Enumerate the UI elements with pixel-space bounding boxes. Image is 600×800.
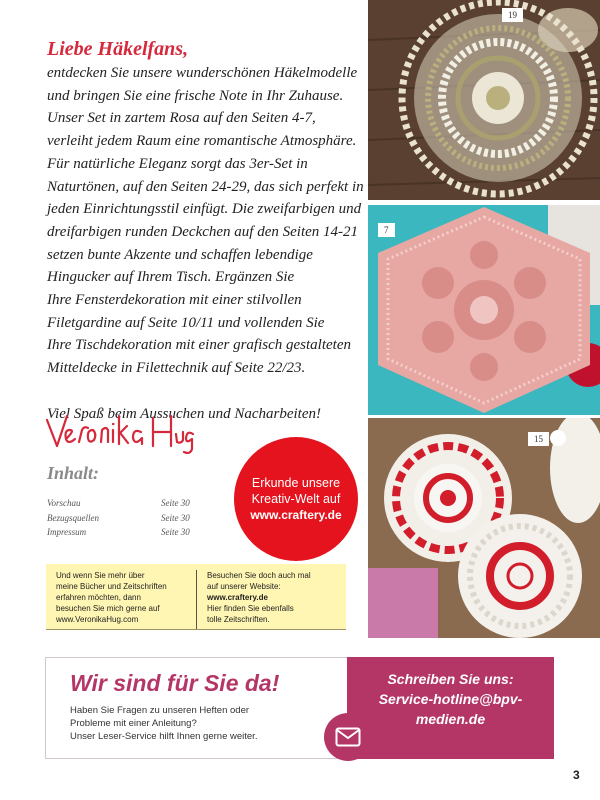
toc-row <box>47 525 207 540</box>
intro-text-line: Für natürliche Eleganz sorgt das 3er-Set in <box>47 155 308 172</box>
info-text: meine Bücher und Zeitschriften <box>56 582 167 591</box>
service-info-panel <box>45 657 347 759</box>
info-text: tolle Zeitschriften. <box>207 615 270 624</box>
website-link[interactable]: www.craftery.de <box>207 593 268 602</box>
intro-text-line: verleiht jedem Raum eine romantische Atmosphäre. <box>47 133 357 150</box>
toc-page: Seite 30 <box>161 527 190 537</box>
intro-text-line: jeden Einrichtungsstil einfügt. Die zweifarbigen und <box>47 201 362 218</box>
intro-text-line: setzen bunte Akzente und schaffen lebendige <box>47 246 313 263</box>
info-text: Und wenn Sie mehr über <box>56 571 145 580</box>
doily-illustration <box>368 418 600 638</box>
envelope-icon-graphic <box>335 727 361 747</box>
service-text-line: Haben Sie Fragen zu unseren Heften oder <box>70 705 250 716</box>
greeting-heading: Liebe Häkelfans, <box>47 38 189 60</box>
doily-illustration <box>368 0 600 200</box>
craftery-promo-badge[interactable] <box>234 437 358 561</box>
photo-red-white-doilies <box>368 418 600 638</box>
toc-page: Seite 30 <box>161 512 190 523</box>
intro-text-line: Mitteldecke in Filettechnik auf Seite 22/23. <box>47 360 306 377</box>
toc-row <box>47 496 207 511</box>
reader-service-box <box>45 657 554 759</box>
intro-text-line: dreifarbigen runden Deckchen auf den Seiten 14-21 <box>47 223 359 240</box>
info-text: erfahren möchten, dann <box>56 593 141 602</box>
intro-text-line: Hingucker auf Ihrem Tisch. Ergänzen Sie <box>47 269 295 286</box>
service-email-link[interactable]: medien.de <box>415 711 486 727</box>
toc-label: Bezugsquellen <box>47 512 99 523</box>
contents-title: Inhalt: <box>47 463 100 483</box>
intro-letter <box>47 36 367 425</box>
intro-text-line: Ihre Tischdekoration mit einer grafisch gestalteten <box>47 337 351 354</box>
intro-text-line: und bringen Sie eine frische Note in Ihr Zuhause. <box>47 87 344 104</box>
toc-page: Seite 30 <box>161 498 190 508</box>
author-website-link[interactable]: www.VeronikaHug.com <box>56 615 139 624</box>
badge-line: Erkunde unsere <box>251 476 341 490</box>
intro-text-line: entdecken Sie unsere wunderschönen Häkelmodelle <box>47 65 358 81</box>
info-text: besuchen Sie mich gerne auf <box>56 604 160 613</box>
table-of-contents <box>47 462 207 540</box>
signature-graphic <box>45 412 195 454</box>
badge-line: Kreativ-Welt auf <box>251 492 341 506</box>
badge-url-link[interactable]: www.craftery.de <box>250 508 342 522</box>
info-text: auf unserer Website: <box>207 582 281 591</box>
info-column-website <box>196 570 346 629</box>
closing-line: Viel Spaß beim Aussuchen und Nacharbeiten! <box>47 405 321 422</box>
photo-natural-doily <box>368 0 600 200</box>
info-text: Hier finden Sie ebenfalls <box>207 604 294 613</box>
photo-page-ref: 7 <box>378 223 395 237</box>
page-number: 3 <box>573 768 580 782</box>
write-us-label: Schreiben Sie uns: <box>387 671 514 687</box>
service-title: Wir sind für Sie da! <box>70 670 280 696</box>
toc-label: Vorschau <box>47 498 81 508</box>
info-text: Besuchen Sie doch auch mal <box>207 571 311 580</box>
toc-row <box>47 511 207 526</box>
signature <box>45 412 195 454</box>
doily-illustration <box>368 205 600 415</box>
service-email-link[interactable]: Service-hotline@bpv- <box>378 691 523 707</box>
toc-label: Impressum <box>47 527 87 537</box>
service-text <box>70 704 347 743</box>
intro-text-line: Filetgardine auf Seite 10/11 und vollenden Sie <box>47 314 325 331</box>
info-column-author <box>56 570 206 629</box>
service-contact-panel <box>347 657 554 759</box>
photo-pink-hexagon <box>368 205 600 415</box>
intro-text-line: Naturtönen, auf den Seiten 24-29, das sich perfekt in <box>47 178 364 195</box>
intro-text-line: Ihre Fensterdekoration mit einer stilvollen <box>47 292 302 309</box>
service-text-line: Probleme mit einer Anleitung? <box>70 718 197 729</box>
intro-text-line: Unser Set in zartem Rosa auf den Seiten 4-7, <box>47 110 316 127</box>
photo-page-ref: 15 <box>528 432 549 446</box>
info-box <box>46 564 346 630</box>
envelope-icon[interactable] <box>324 713 372 761</box>
service-text-line: Unser Leser-Service hilft Ihnen gerne weiter. <box>70 731 258 742</box>
photo-page-ref: 19 <box>502 8 523 22</box>
